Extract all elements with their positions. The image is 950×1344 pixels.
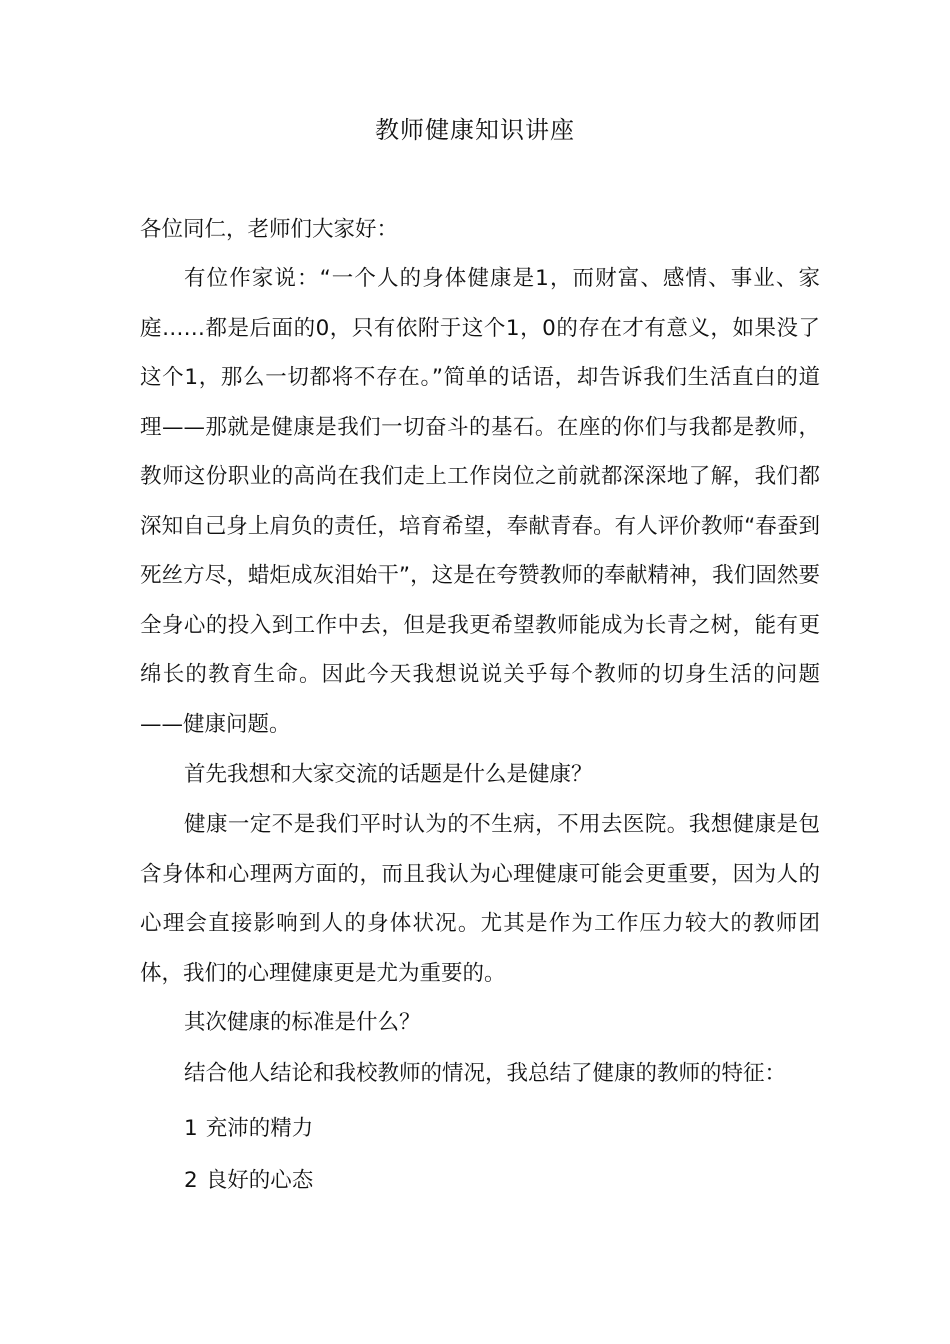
paragraph-intro: 有位作家说：“一个人的身体健康是1，而财富、感情、事业、家庭……都是后面的0，只有依附于这个1，0的存在才有意义，如果没了这个1，那么一切都将不存在。”简单的话语，却告诉我们生活直白的道理——那就是健康是我们一切奋斗的基石。在座的你们与我都是教师，教师这份职业的高尚在我们走上工作岗位之前就都深深地了解，我们都深知自己身上肩负的责任，培育希望，奉献青春。有人评价教师“春蚕到死丝方尽，蜡炬成灰泪始干”，这是在夸赞教师的奉献精神，我们固然要全身心的投入到工作中去，但是我更希望教师能成为长青之树，能有更绵长的教育生命。因此今天我想说说关乎每个教师的切身生活的问题——健康问题。 [140, 266, 820, 737]
paragraph-summary: 结合他人结论和我校教师的情况，我总结了健康的教师的特征： [184, 1061, 787, 1086]
list-item-text: 充沛的精力 [205, 1116, 314, 1141]
list-item [184, 1156, 313, 1206]
list-item [184, 1104, 313, 1154]
list-item-text: 良好的心态 [205, 1168, 314, 1193]
paragraph-question-health: 首先我想和大家交流的话题是什么是健康？ [184, 762, 593, 787]
greeting: 各位同仁，老师们大家好： [140, 217, 399, 242]
paragraph-health-definition: 健康一定不是我们平时认为的不生病，不用去医院。我想健康是包含身体和心理两方面的，而且我认为心理健康可能会更重要，因为人的心理会直接影响到人的身体状况。尤其是作为工作压力较大的教师团体，我们的心理健康更是尤为重要的。 [140, 812, 820, 986]
paragraph-question-standard: 其次健康的标准是什么？ [184, 1010, 421, 1035]
list-item-number: 2 [184, 1168, 198, 1193]
list-item-number: 1 [184, 1116, 198, 1141]
document-title: 教师健康知识讲座 [375, 116, 575, 144]
